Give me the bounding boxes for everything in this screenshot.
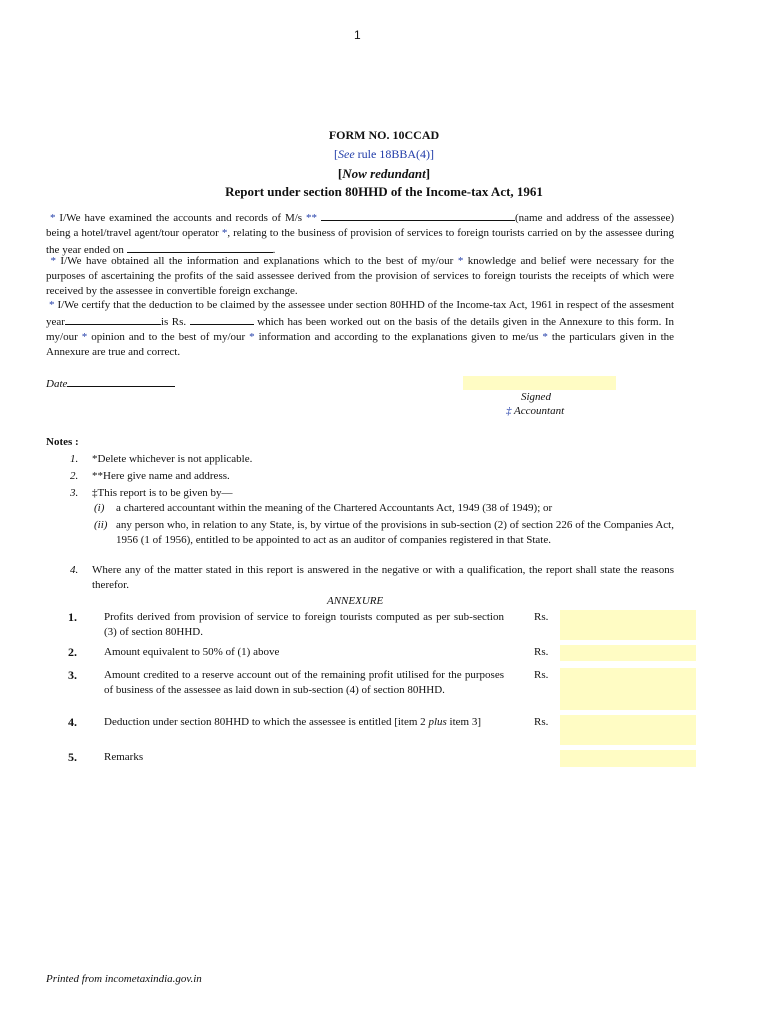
annexure-heading: ANNEXURE — [327, 595, 384, 607]
note-3ii-number: (ii) — [94, 519, 108, 531]
annexure-item-4-number: 4. — [68, 715, 77, 729]
page-number: 1 — [354, 28, 361, 42]
form-number: FORM NO. 10CCAD — [328, 128, 440, 142]
note-3i: a chartered accountant within the meaning of the Chartered Accountants Act, 1949 (38 of 1949); or — [116, 502, 553, 514]
annexure-item-5-text: Remarks — [104, 751, 144, 763]
annexure-item-2-amount[interactable] — [560, 645, 696, 661]
note-3ii: any person who, in relation to any State, is, by virtue of the provisions in sub-section (2) of section 226 of the Companies Act, 1956 (1 of 1956), entitled to be appointed to act as an auditor of companies registered in that State. — [116, 519, 674, 546]
paragraph-2: * I/We have obtained all the information and explanations which to the best of my/our * knowledge and belief were necessary for the purposes of ascertaining the profits of the said assessee derived from the provision of services to foreign tourists the receipts of which were received by the assessee in convertible foreign exchange. — [46, 255, 675, 297]
amount-field[interactable] — [190, 313, 254, 325]
annexure-item-1-text: Profits derived from provision of service to foreign tourists computed as per sub-section (3) of section 80HHD. — [104, 611, 504, 638]
annexure-item-5-number: 5. — [68, 750, 77, 764]
note-1: *Delete whichever is not applicable. — [92, 453, 253, 465]
date-row: Date — [46, 375, 175, 392]
signature-field[interactable] — [463, 376, 616, 390]
annexure-item-3-number: 3. — [68, 668, 77, 682]
date-field[interactable] — [67, 375, 175, 387]
footer-source: Printed from incometaxindia.gov.in — [46, 973, 202, 985]
annexure-item-3-rs: Rs. — [534, 669, 549, 681]
accountant-label: ‡ Accountant — [506, 405, 565, 417]
annexure-item-2-text: Amount equivalent to 50% of (1) above — [104, 646, 280, 658]
annexure-item-4-rs: Rs. — [534, 716, 549, 728]
annexure-item-2-rs: Rs. — [534, 646, 549, 658]
paragraph-3: * I/We certify that the deduction to be claimed by the assessee under section 80HHD of the Income-tax Act, 1961 in respect of the assesment year is Rs. which has been worked out on the basis of the details given in the Annexure to this form. In my/our * opinion and to the best of my/our * information and according to the explanations given to me/us * the particulars given in the Annexure are true and correct. — [46, 299, 675, 358]
now-redundant: [Now redundant] — [337, 166, 431, 181]
note-4: Where any of the matter stated in this report is answered in the negative or with a qualification, the report shall state the reasons therefor. — [92, 564, 674, 591]
note-2: **Here give name and address. — [92, 470, 230, 482]
report-title: Report under section 80HHD of the Income-tax Act, 1961 — [225, 184, 543, 199]
annexure-item-2-number: 2. — [68, 645, 77, 659]
annexure-item-1-number: 1. — [68, 610, 77, 624]
annexure-item-5-remarks[interactable] — [560, 750, 696, 767]
notes-heading: Notes : — [46, 436, 79, 448]
note-1-number: 1. — [70, 453, 79, 465]
annexure-item-4-text: Deduction under section 80HHD to which the assessee is entitled [item 2 plus item 3] — [104, 716, 481, 728]
annexure-item-3-amount[interactable] — [560, 668, 696, 710]
note-3i-number: (i) — [94, 502, 105, 514]
note-2-number: 2. — [70, 470, 79, 482]
year-ended-field[interactable] — [127, 241, 273, 253]
note-3-number: 3. — [70, 487, 79, 499]
paragraph-1: * I/We have examined the accounts and records of M/s ** (name and address of the assessee) being a hotel/travel agent/tour operator *, relating to the business of provision of services to foreign tourists carried on by the assessee during the year ended on . — [46, 209, 674, 258]
annexure-item-1-rs: Rs. — [534, 611, 549, 623]
note-4-number: 4. — [70, 564, 79, 576]
assessment-year-field[interactable] — [65, 313, 161, 325]
assessee-name-field[interactable] — [321, 209, 515, 221]
note-3: ‡This report is to be given by— — [92, 487, 233, 499]
see-rule: [See rule 18BBA(4)] — [334, 147, 434, 161]
signed-label: Signed — [521, 391, 551, 403]
annexure-item-1-amount[interactable] — [560, 610, 696, 640]
annexure-item-3-text: Amount credited to a reserve account out of the remaining profit utilised for the purposes of business of the assessee as laid down in sub-section (4) of section 80HHD. — [104, 669, 504, 696]
annexure-item-4-amount[interactable] — [560, 715, 696, 745]
